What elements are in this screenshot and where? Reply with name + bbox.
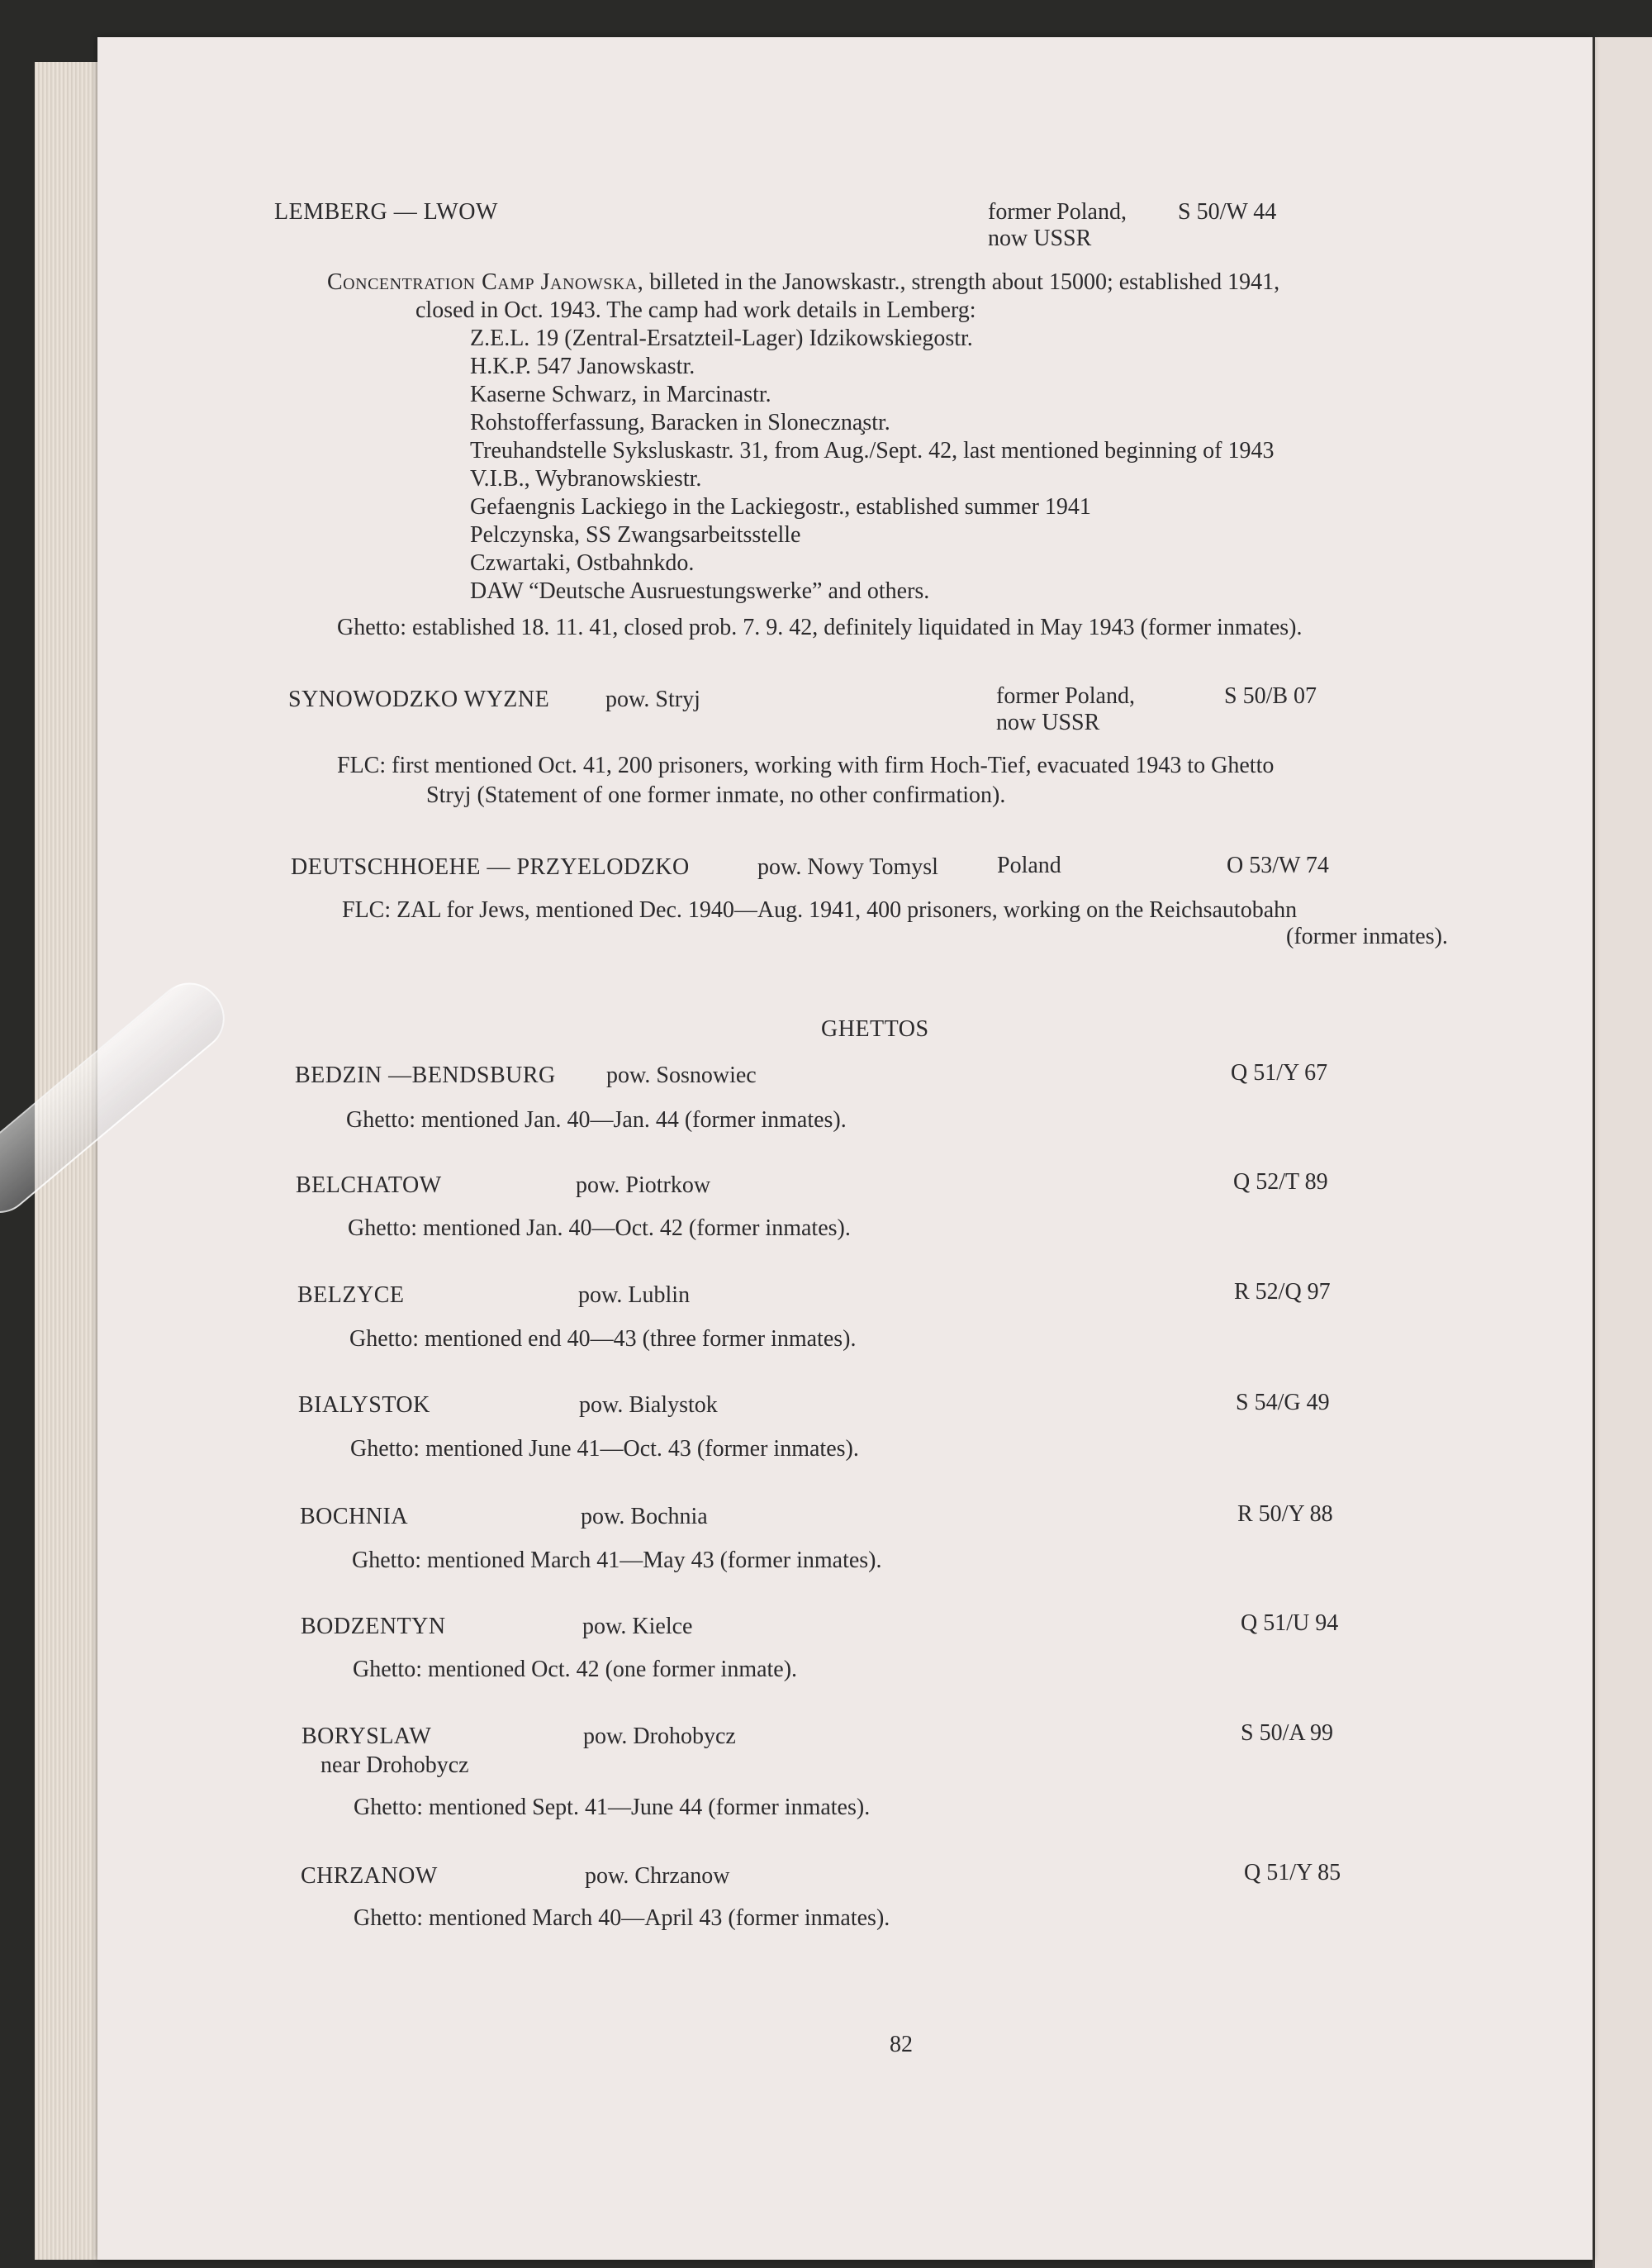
entry-grid-deutschhoehe: O 53/W 74 — [1227, 853, 1329, 878]
lemberg-line: Czwartaki, Ostbahnkdo. — [470, 550, 695, 576]
synowodzko-desc: FLC: first mentioned Oct. 41, 200 prisoners, working with firm Hoch-Tief, evacuated 1943 to Ghetto — [337, 753, 1275, 778]
ghetto-subname: near Drohobycz — [320, 1752, 469, 1778]
ghetto-district: pow. Kielce — [582, 1614, 693, 1639]
ghetto-grid: S 54/G 49 — [1236, 1390, 1330, 1415]
ghetto-name: BELCHATOW — [296, 1172, 442, 1198]
lemberg-line: Kaserne Schwarz, in Marcinastr. — [470, 382, 771, 407]
ghetto-name: BIALYSTOK — [298, 1392, 430, 1418]
ghetto-desc: Ghetto: mentioned March 40—April 43 (former inmates). — [354, 1905, 890, 1931]
entry-country-lemberg: former Poland, — [988, 199, 1127, 225]
lemberg-line: DAW “Deutsche Ausruestungswerke” and others. — [470, 578, 930, 604]
lemberg-line: Pelczynska, SS Zwangsarbeitsstelle — [470, 522, 801, 548]
entry-name-deutschhoehe: DEUTSCHHOEHE — PRZYELODZKO — [291, 854, 690, 880]
lemberg-line: Z.E.L. 19 (Zentral-Ersatzteil-Lager) Idzikowskiegostr. — [470, 326, 973, 351]
lemberg-line: Rohstofferfassung, Baracken in Sloneczna̧str. — [470, 410, 890, 435]
synowodzko-desc: Stryj (Statement of one former inmate, no other confirmation). — [426, 782, 1006, 808]
entry-grid-lemberg: S 50/W 44 — [1178, 199, 1277, 225]
entry-name-synowodzko: SYNOWODZKO WYZNE — [288, 687, 550, 712]
ghetto-desc: Ghetto: mentioned Jan. 40—Jan. 44 (former inmates). — [346, 1107, 847, 1133]
ghetto-desc: Ghetto: mentioned Jan. 40—Oct. 42 (former inmates). — [348, 1215, 851, 1241]
ghetto-desc: Ghetto: mentioned end 40—43 (three former inmates). — [349, 1326, 857, 1352]
camp-lead-text: billeted in the Janowskastr., strength about 15000; established 1941, — [643, 269, 1280, 295]
lemberg-ghetto: Ghetto: established 18. 11. 41, closed prob. 7. 9. 42, definitely liquidated in May 1943 (former inmates). — [337, 615, 1303, 640]
lemberg-line: Treuhandstelle Syksluskastr. 31, from Aug./Sept. 42, last mentioned beginning of 1943 — [470, 438, 1275, 464]
ghetto-district: pow. Lublin — [578, 1282, 691, 1308]
ghetto-name: BORYSLAW — [301, 1724, 432, 1749]
ghetto-desc: Ghetto: mentioned Sept. 41—June 44 (former inmates). — [354, 1795, 871, 1820]
entry-district-synowodzko: pow. Stryj — [605, 687, 700, 712]
lemberg-line: closed in Oct. 1943. The camp had work details in Lemberg: — [415, 297, 976, 323]
lemberg-line: H.K.P. 547 Janowskastr. — [470, 354, 695, 379]
ghetto-grid: R 52/Q 97 — [1234, 1279, 1331, 1305]
ghetto-district: pow. Chrzanow — [585, 1863, 730, 1889]
ghetto-desc: Ghetto: mentioned March 41—May 43 (former inmates). — [352, 1548, 882, 1573]
entry-district-deutschhoehe: pow. Nowy Tomysl — [757, 854, 938, 880]
lemberg-lead-line — [327, 269, 1279, 297]
ghetto-name: CHRZANOW — [301, 1863, 438, 1889]
camp-label: Concentration Camp Janowska, — [327, 269, 644, 295]
ghetto-name: BODZENTYN — [301, 1614, 446, 1639]
ghetto-grid: Q 52/T 89 — [1233, 1169, 1328, 1195]
entry-country2-lemberg: now USSR — [988, 226, 1092, 251]
ghetto-district: pow. Sosnowiec — [606, 1063, 757, 1088]
ghetto-name: BOCHNIA — [300, 1504, 409, 1529]
lemberg-line: V.I.B., Wybranowskiestr. — [470, 466, 702, 492]
ghetto-name: BELZYCE — [297, 1282, 405, 1308]
ghetto-desc: Ghetto: mentioned June 41—Oct. 43 (former inmates). — [350, 1436, 859, 1462]
ghetto-grid: Q 51/U 94 — [1241, 1610, 1339, 1636]
ghetto-district: pow. Bialystok — [579, 1392, 718, 1418]
ghetto-desc: Ghetto: mentioned Oct. 42 (one former inmate). — [353, 1657, 798, 1682]
ghetto-grid: R 50/Y 88 — [1237, 1501, 1333, 1527]
lemberg-line: Gefaengnis Lackiego in the Lackiegostr., established summer 1941 — [470, 494, 1091, 520]
ghetto-grid: Q 51/Y 67 — [1231, 1060, 1328, 1086]
facing-page-edge — [1593, 37, 1652, 2268]
section-title: GHETTOS — [821, 1016, 929, 1042]
entry-country-deutschhoehe: Poland — [997, 853, 1061, 878]
entry-country-synowodzko: former Poland, — [996, 683, 1135, 709]
deutschhoehe-desc: FLC: ZAL for Jews, mentioned Dec. 1940—Aug. 1941, 400 prisoners, working on the Reichsautobahn — [342, 897, 1298, 923]
ghetto-name: BEDZIN —BENDSBURG — [295, 1063, 556, 1088]
ghetto-district: pow. Bochnia — [581, 1504, 708, 1529]
entry-name-lemberg: LEMBERG — LWOW — [274, 199, 498, 225]
ghetto-grid: S 50/A 99 — [1241, 1720, 1334, 1746]
entry-country2-synowodzko: now USSR — [996, 710, 1100, 735]
page-number: 82 — [890, 2032, 913, 2057]
ghetto-grid: Q 51/Y 85 — [1244, 1860, 1341, 1885]
ghetto-district: pow. Piotrkow — [576, 1172, 711, 1198]
entry-grid-synowodzko: S 50/B 07 — [1224, 683, 1317, 709]
ghetto-district: pow. Drohobycz — [583, 1724, 736, 1749]
deutschhoehe-desc: (former inmates). — [1286, 924, 1448, 949]
